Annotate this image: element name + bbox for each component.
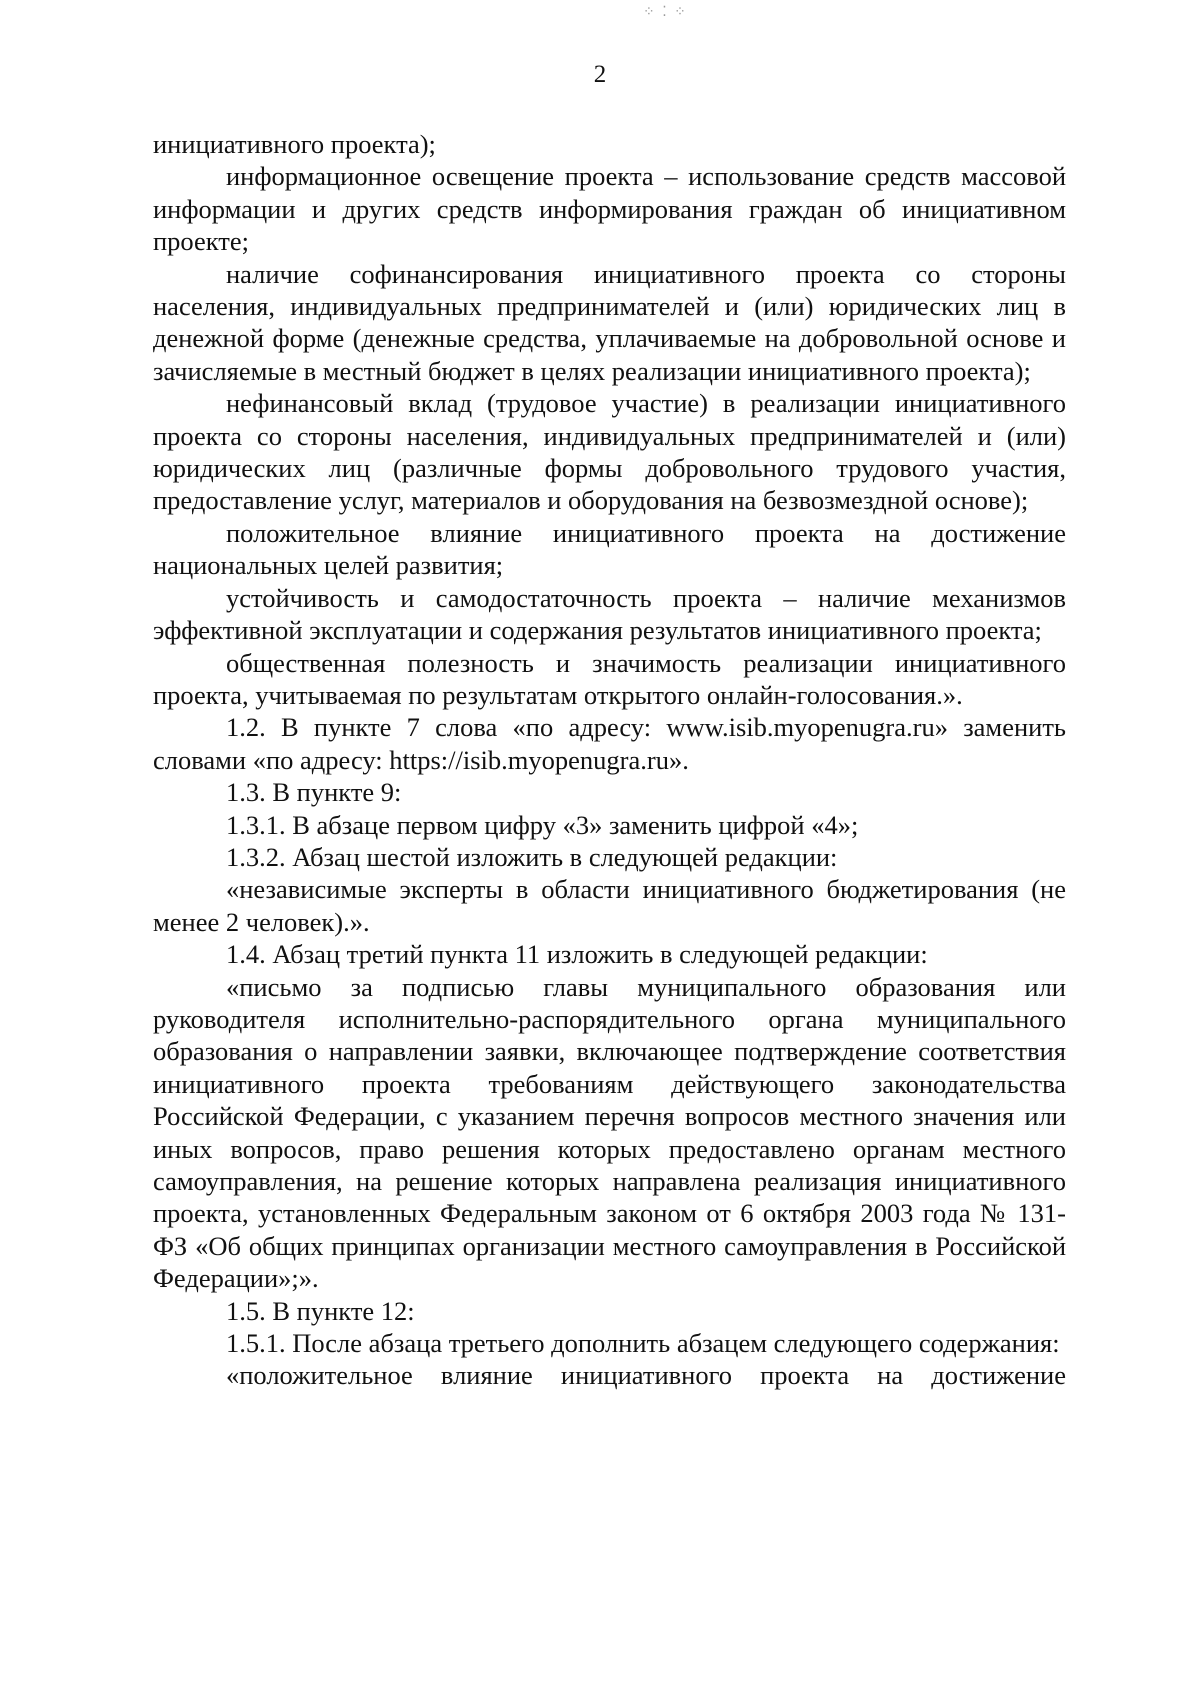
- paragraph: 1.3.1. В абзаце первом цифру «3» заменить цифрой «4»;: [226, 809, 859, 840]
- paragraph: общественная полезность и значимость реализации инициативного проекта, учитываемая по результатам открытого онлайн-голосования.».: [153, 647, 1066, 710]
- paragraph: «письмо за подписью главы муниципального образования или руководителя исполнительно-распорядительного органа муниципального образования о направлении заявки, включающее подтверждение соответствия инициативного проекта требованиям действующего законодательства Российской Федерации, с указанием перечня вопросов местного значения или иных вопросов, право решения которых предоставлено органам местного самоуправления, на решение которых направлена реализация инициативного проекта, установленных Федеральным законом от 6 октября 2003 года № 131-ФЗ «Об общих принципах организации местного самоуправления в Российской Федерации»;».: [153, 971, 1066, 1294]
- document-body: [153, 128, 1066, 1392]
- paragraph: положительное влияние инициативного проекта на достижение национальных целей развития;: [153, 517, 1066, 581]
- paragraph: 1.5.1. После абзаца третьего дополнить абзацем следующего содержания:: [226, 1328, 1060, 1359]
- paragraph: информационное освещение проекта – использование средств массовой информации и других средств информирования граждан об инициативном проекте;: [153, 161, 1066, 257]
- paragraph: 1.2. В пункте 7 слова «по адресу: www.isib.myopenugra.ru» заменить словами «по адресу: https://isib.myopenugra.ru».: [153, 712, 1066, 775]
- paragraph: наличие софинансирования инициативного проекта со стороны населения, индивидуальных предпринимателей и (или) юридических лиц в денежной форме (денежные средства, уплачиваемые на добровольной основе и зачисляемые в местный бюджет в целях реализации инициативного проекта);: [153, 258, 1066, 386]
- paragraph: нефинансовый вклад (трудовое участие) в реализации инициативного проекта со стороны населения, индивидуальных предпринимателей и (или) юридических лиц (различные формы добровольного трудового участия, предоставление услуг, материалов и оборудования на безвозмездной основе);: [153, 388, 1066, 516]
- paragraph: «независимые эксперты в области инициативного бюджетирования (не менее 2 человек).».: [153, 874, 1066, 937]
- paragraph: 1.3. В пункте 9:: [226, 777, 402, 808]
- paragraph: инициативного проекта);: [153, 129, 436, 159]
- paragraph: 1.5. В пункте 12:: [226, 1295, 415, 1326]
- page-number: 2: [593, 61, 607, 88]
- paragraph: 1.4. Абзац третий пункта 11 изложить в следующей редакции:: [226, 939, 928, 970]
- scan-artifact-mark: ⁘ ⁚ ⁘: [643, 5, 688, 20]
- paragraph: устойчивость и самодостаточность проекта – наличие механизмов эффективной эксплуатации и содержания результатов инициативного проекта;: [153, 582, 1066, 646]
- paragraph: «положительное влияние инициативного проекта на достижение: [226, 1360, 1066, 1391]
- paragraph: 1.3.2. Абзац шестой изложить в следующей редакции:: [226, 841, 838, 872]
